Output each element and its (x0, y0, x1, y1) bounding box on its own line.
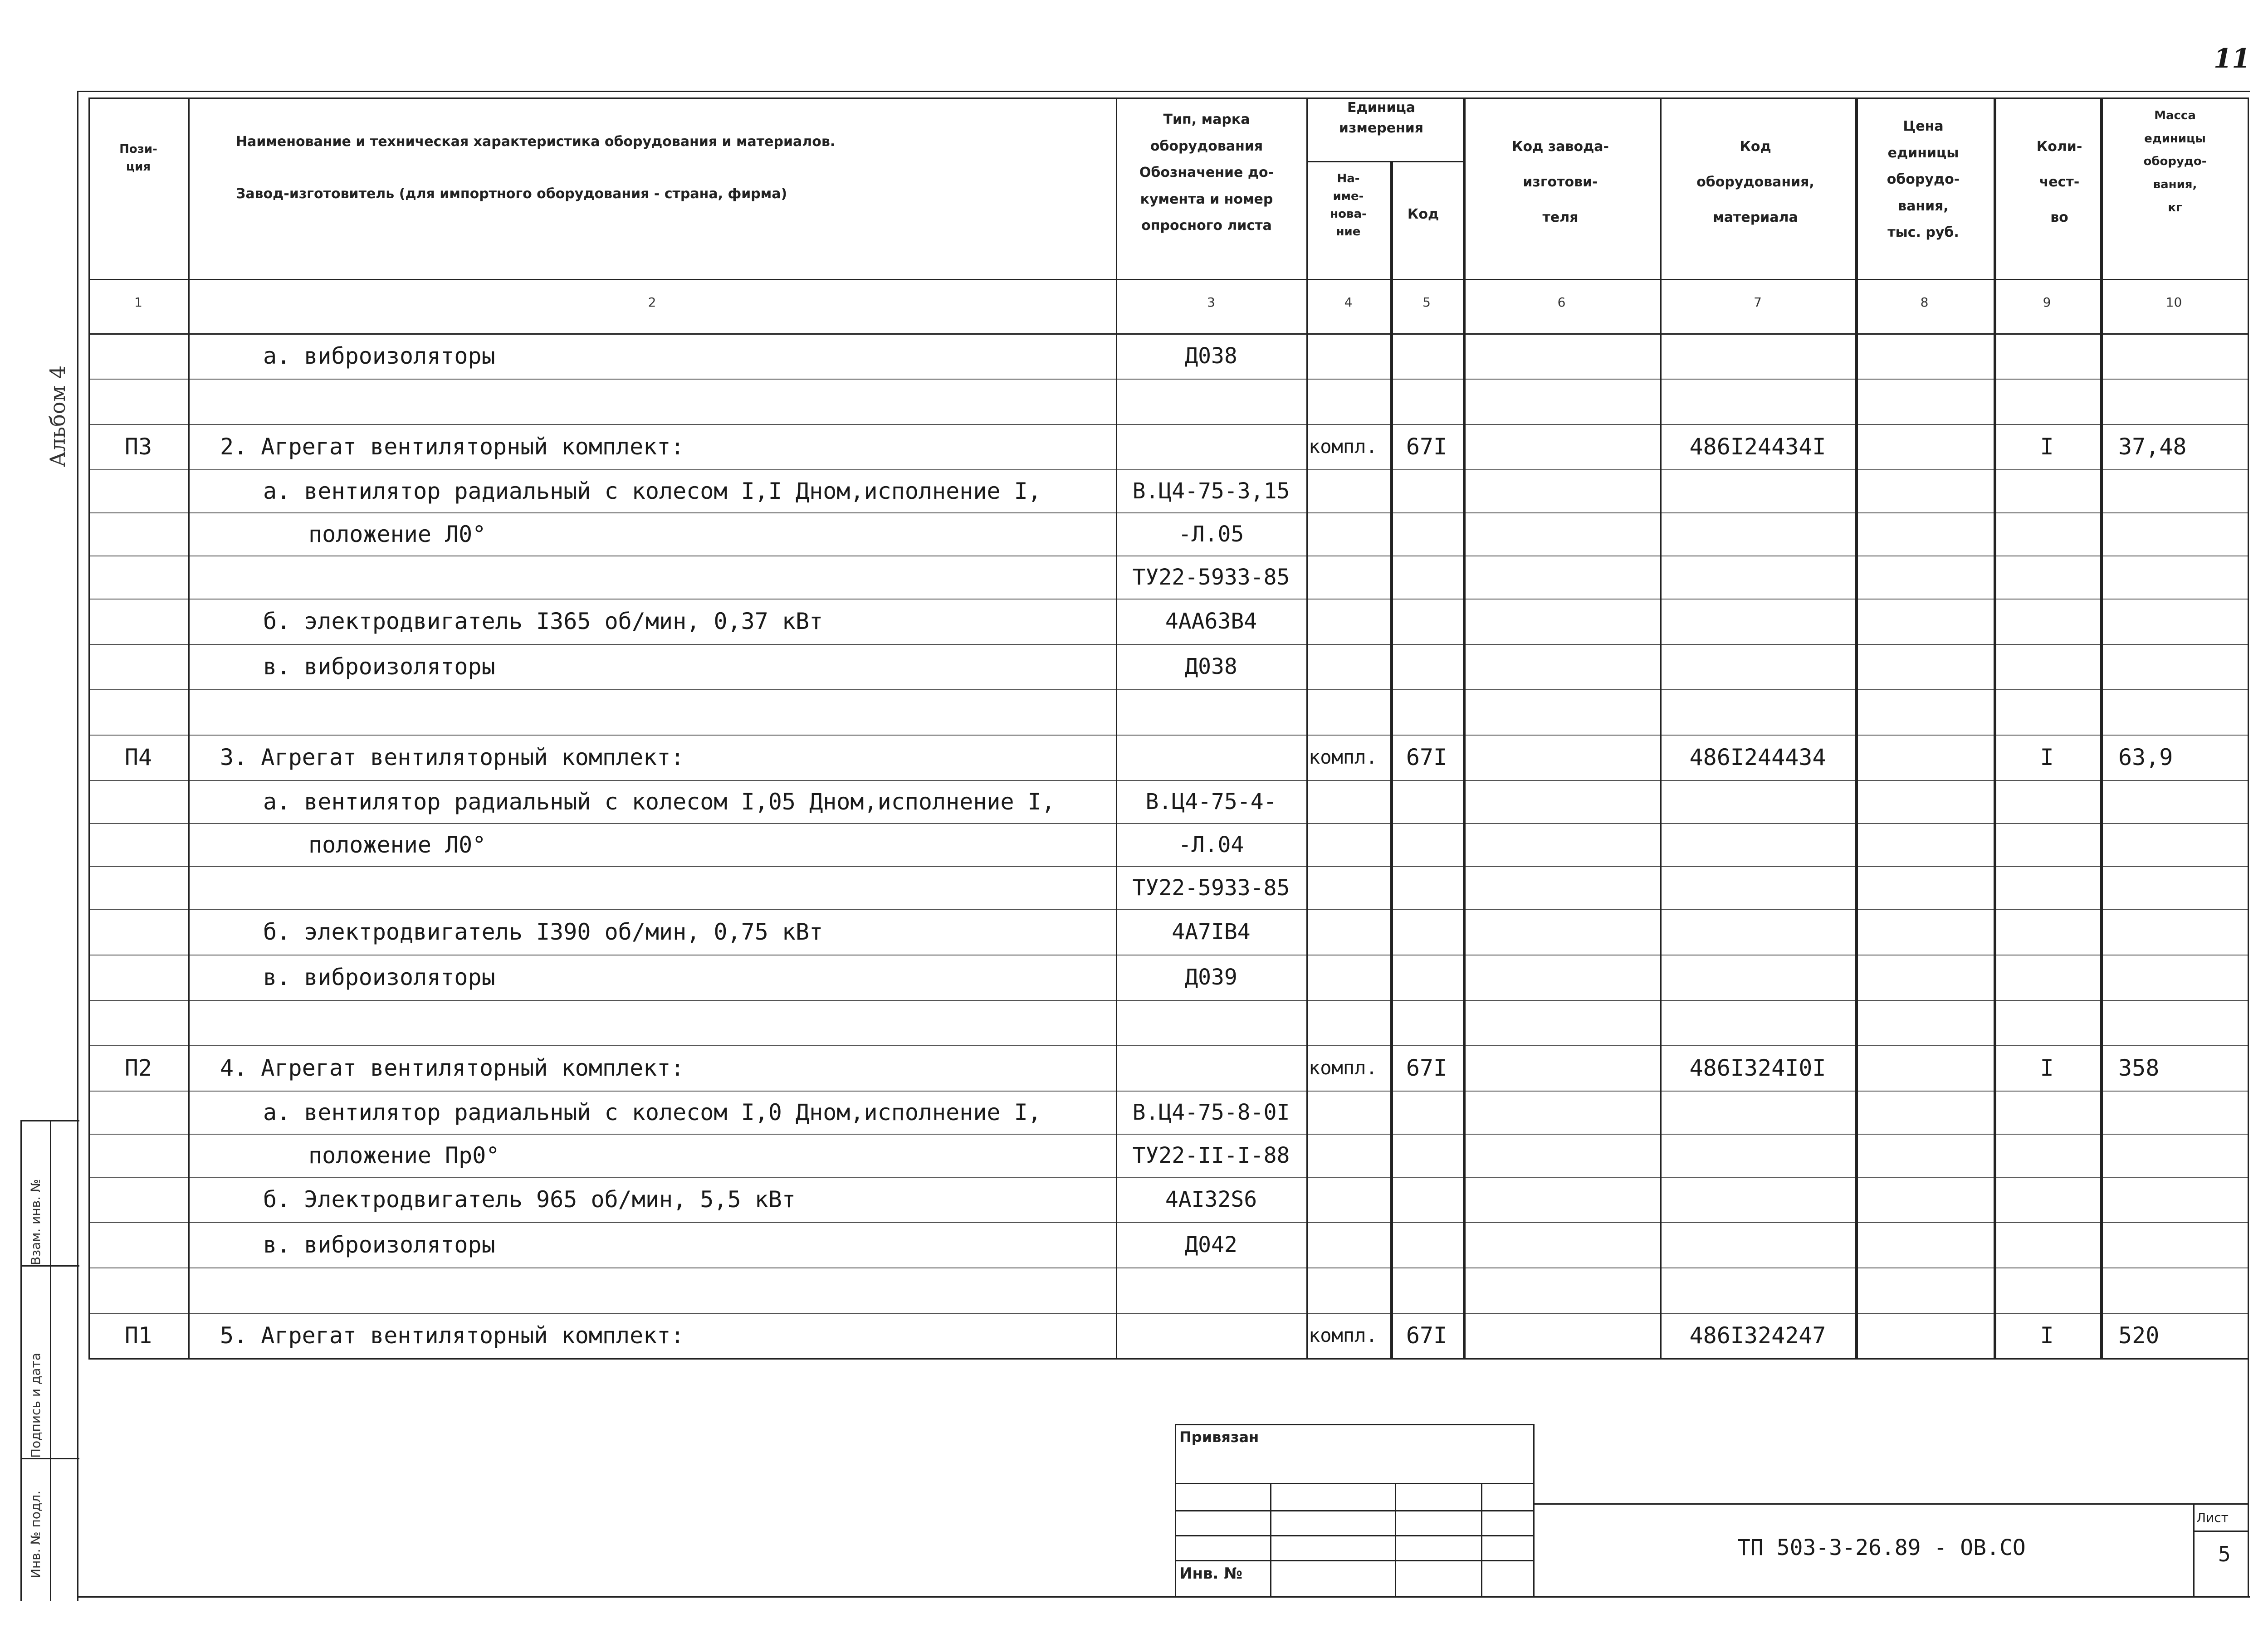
grid-line (88, 1313, 2248, 1314)
column-number: 2 (648, 295, 656, 310)
cell-quantity: I (2040, 434, 2054, 460)
grid-line (88, 1045, 2248, 1046)
grid-line (88, 1267, 2248, 1268)
header-type: Тип, марка оборудования Обозначение до- кумента и номер опросного листа (1139, 112, 1274, 234)
grid-line (1116, 97, 1117, 1358)
cell-equipment-code: 486I324I0I (1689, 1055, 1826, 1081)
cell-type: -Л.05 (1178, 521, 1244, 547)
cell-type: В.Ц4-75-4- (1145, 789, 1277, 814)
grid-line (88, 1000, 2248, 1001)
cell-type: В.Ц4-75-8-0I (1132, 1099, 1290, 1125)
stamp-document-code: ТП 503-3-26.89 - ОВ.СО (1737, 1535, 2026, 1560)
cell-equipment-code: 486I324247 (1689, 1322, 1826, 1349)
side-album-label: Альбом 4 (45, 365, 70, 467)
frame-line (77, 1596, 2250, 1598)
grid-line (88, 689, 2248, 690)
header-price: Цена единицы оборудо- вания, тыс. руб. (1887, 118, 1960, 240)
cell-type: ТУ22-II-I-88 (1132, 1142, 1290, 1168)
cell-name: б. Электродвигатель 965 об/мин, 5,5 кВт (263, 1186, 796, 1213)
cell-name: 5. Агрегат вентиляторный комплект: (220, 1322, 684, 1349)
stamp-line (1533, 1424, 1535, 1596)
stamp-line (1175, 1483, 1533, 1484)
cell-unit-code: 67I (1406, 744, 1447, 770)
cell-name: положение Пр0° (308, 1142, 500, 1169)
frame-line (2248, 1358, 2249, 1596)
cell-quantity: I (2040, 1055, 2054, 1081)
grid-line (1463, 97, 1466, 1358)
header-plant-code: Код завода- изготови- теля (1512, 139, 1609, 225)
cell-name: в. виброизоляторы (263, 653, 495, 680)
column-number: 10 (2165, 295, 2182, 310)
column-number: 7 (1754, 295, 1762, 310)
stamp-sheet-label: Лист (2196, 1510, 2229, 1525)
grid-line (88, 909, 2248, 910)
stamp-inv-label: Инв. № (1179, 1565, 1243, 1583)
header-unit-group: Единица измерения (1339, 100, 1424, 136)
stamp-line (1175, 1424, 1533, 1425)
cell-mass: 63,9 (2118, 744, 2173, 770)
grid-line (88, 780, 2248, 781)
cell-name: а. вентилятор радиальный с колесом I,05 Дном,исполнение I, (263, 788, 1055, 815)
grid-line (88, 279, 2248, 280)
grid-line (88, 823, 2248, 824)
stamp-line (1481, 1483, 1482, 1596)
stamp-line (1175, 1560, 1533, 1561)
grid-line (88, 97, 2248, 99)
cell-name: 3. Агрегат вентиляторный комплект: (220, 744, 684, 770)
cell-name: 4. Агрегат вентиляторный комплект: (220, 1055, 684, 1081)
cell-type: В.Ц4-75-3,15 (1132, 478, 1290, 504)
stamp-line (1270, 1483, 1271, 1596)
cell-type: Д038 (1185, 654, 1237, 679)
column-number: 8 (1920, 295, 1929, 310)
grid-line (88, 512, 2248, 513)
cell-name: положение Л0° (308, 521, 486, 547)
cell-unit-code: 67I (1406, 434, 1447, 460)
grid-line (88, 1177, 2248, 1178)
grid-line (88, 1222, 2248, 1223)
stamp-line (1175, 1535, 1533, 1536)
frame-line (77, 91, 78, 1601)
grid-line (2100, 97, 2103, 1358)
stamp-line (1533, 1503, 2248, 1505)
header-name-line2: Завод-изготовитель (для импортного оборудования - страна, фирма) (236, 186, 787, 202)
cell-position: П2 (124, 1055, 152, 1081)
cell-equipment-code: 486I244434 (1689, 744, 1826, 770)
grid-line (1306, 97, 1308, 1358)
cell-name: в. виброизоляторы (263, 1232, 495, 1258)
stamp-line (1175, 1510, 1533, 1511)
header-mass: Масса единицы оборудо- вания, кг (2143, 109, 2207, 214)
cell-position: П4 (124, 744, 152, 770)
column-number: 5 (1422, 295, 1431, 310)
stamp-attached-label: Привязан (1179, 1428, 1259, 1446)
grid-line (88, 1091, 2248, 1092)
grid-line (2248, 97, 2249, 1358)
cell-type: Д042 (1185, 1232, 1237, 1258)
cell-type: 4АА63В4 (1165, 609, 1257, 634)
cell-name: а. вентилятор радиальный с колесом I,I Дном,исполнение I, (263, 478, 1041, 504)
stamp-line (1395, 1483, 1396, 1596)
side-label-replace-inv: Взам. инв. № (28, 1179, 43, 1265)
grid-line (88, 644, 2248, 645)
top-sheet-number: 11 (2214, 43, 2250, 74)
cell-position: П1 (124, 1322, 152, 1349)
column-number: 9 (2043, 295, 2051, 310)
grid-line (88, 866, 2248, 867)
grid-line (1855, 97, 1858, 1358)
grid-line (188, 97, 190, 1358)
frame-line (77, 91, 2250, 92)
grid-line (88, 735, 2248, 736)
grid-line (88, 379, 2248, 380)
grid-line (88, 1358, 2248, 1360)
grid-line (88, 469, 2248, 470)
cell-unit-name: компл. (1309, 1324, 1378, 1346)
stamp-line (2193, 1531, 2248, 1532)
cell-quantity: I (2040, 744, 2054, 770)
cell-position: П3 (124, 434, 152, 460)
stamp-line (2193, 1503, 2195, 1596)
column-number: 6 (1557, 295, 1566, 310)
cell-unit-name: компл. (1309, 1057, 1378, 1079)
grid-line (88, 1134, 2248, 1135)
cell-name: а. виброизоляторы (263, 343, 495, 369)
cell-name: б. электродвигатель I365 об/мин, 0,37 кВт (263, 608, 823, 634)
stamp-sheet-value: 5 (2218, 1542, 2231, 1566)
side-label-inv-original: Инв. № подл. (28, 1490, 43, 1578)
cell-type: -Л.04 (1178, 832, 1244, 858)
grid-line (1660, 97, 1662, 1358)
column-number: 4 (1344, 295, 1353, 310)
cell-quantity: I (2040, 1322, 2054, 1349)
header-quantity: Коли- чест- во (2036, 139, 2082, 225)
grid-line (88, 97, 90, 1358)
grid-line (88, 333, 2248, 335)
cell-type: Д039 (1185, 965, 1237, 990)
header-unit-name: На- име- нова- ние (1330, 172, 1367, 239)
header-name-line1: Наименование и техническая характеристика оборудования и материалов. (236, 134, 836, 150)
cell-type: ТУ22-5933-85 (1132, 875, 1290, 901)
cell-equipment-code: 486I24434I (1689, 434, 1826, 460)
header-equipment-code: Код оборудования, материала (1696, 139, 1814, 225)
cell-name: б. электродвигатель I390 об/мин, 0,75 кВт (263, 919, 823, 945)
cell-name: положение Л0° (308, 831, 486, 858)
grid-line (88, 424, 2248, 425)
cell-unit-code: 67I (1406, 1322, 1447, 1349)
grid-line (1994, 97, 1996, 1358)
cell-type: ТУ22-5933-85 (1132, 564, 1290, 590)
cell-unit-name: компл. (1309, 746, 1378, 768)
column-number: 3 (1207, 295, 1215, 310)
header-unit-code: Код (1407, 206, 1439, 222)
header-position: Пози- ция (119, 142, 157, 174)
frame-line (50, 1120, 51, 1601)
column-number: 1 (134, 295, 142, 310)
side-label-signature-date: Подпись и дата (28, 1353, 43, 1458)
cell-type: Д038 (1185, 343, 1237, 369)
frame-line (20, 1120, 22, 1601)
cell-unit-name: компл. (1309, 435, 1378, 458)
cell-name: 2. Агрегат вентиляторный комплект: (220, 434, 684, 460)
cell-type: 4АI32S6 (1165, 1187, 1257, 1212)
cell-name: в. виброизоляторы (263, 964, 495, 990)
cell-mass: 37,48 (2118, 434, 2187, 460)
grid-line (1306, 161, 1463, 162)
cell-name: а. вентилятор радиальный с колесом I,0 Дном,исполнение I, (263, 1099, 1041, 1126)
cell-mass: 520 (2118, 1322, 2160, 1349)
grid-line (88, 599, 2248, 600)
cell-type: 4А7IВ4 (1172, 919, 1251, 945)
cell-mass: 358 (2118, 1055, 2160, 1081)
cell-unit-code: 67I (1406, 1055, 1447, 1081)
